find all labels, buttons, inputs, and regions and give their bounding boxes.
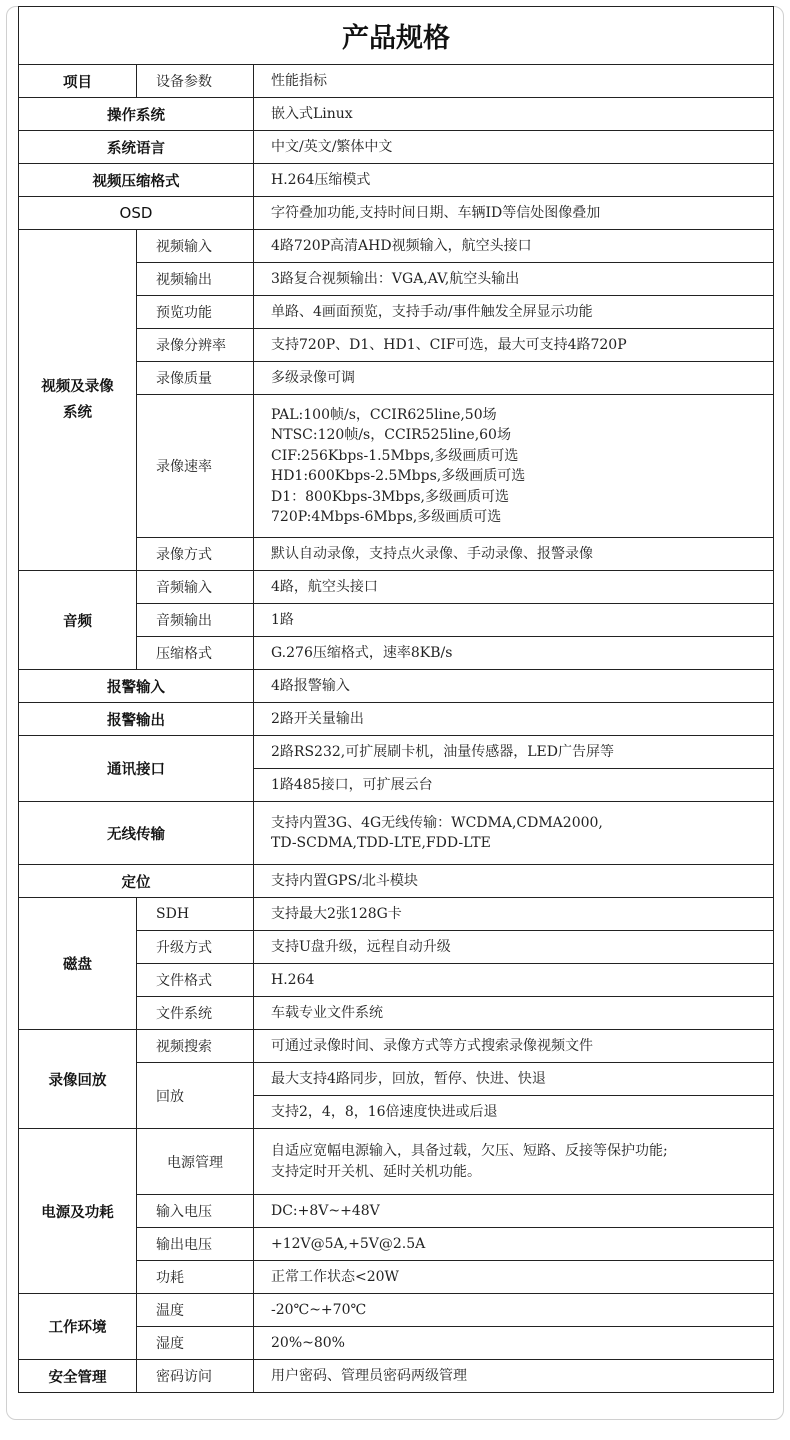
sub-label: 压缩格式 (137, 637, 254, 670)
sub-label: 预览功能 (137, 296, 254, 329)
row-label: 定位 (19, 865, 254, 898)
sub-label: 功耗 (137, 1261, 254, 1294)
table-row (19, 98, 774, 131)
row-value: 3路复合视频输出：VGA,AV,航空头输出 (254, 263, 774, 296)
row-value: 4路报警输入 (254, 670, 774, 703)
row-value: 支持最大2张128G卡 (254, 898, 774, 931)
row-value: 嵌入式Linux (254, 98, 774, 131)
table-row (19, 703, 774, 736)
sub-label: 音频输出 (137, 604, 254, 637)
sub-label: 输入电压 (137, 1195, 254, 1228)
sub-label: 文件格式 (137, 964, 254, 997)
table-row (19, 164, 774, 197)
table-row (19, 1129, 774, 1195)
sub-label: 录像质量 (137, 362, 254, 395)
sub-label: 视频搜索 (137, 1030, 254, 1063)
row-value: 可通过录像时间、录像方式等方式搜索录像视频文件 (254, 1030, 774, 1063)
group-label-audio: 音频 (19, 571, 137, 670)
group-label-disk: 磁盘 (19, 898, 137, 1030)
header-item: 项目 (19, 65, 137, 98)
row-value: G.276压缩格式，速率8KB/s (254, 637, 774, 670)
row-value: 1路485接口，可扩展云台 (254, 769, 774, 802)
table-row (19, 131, 774, 164)
row-label: 报警输出 (19, 703, 254, 736)
row-value: 支持2，4，8，16倍速度快进或后退 (254, 1096, 774, 1129)
row-value: 中文/英文/繁体中文 (254, 131, 774, 164)
sub-label: 录像分辨率 (137, 329, 254, 362)
row-value: 4路720P高清AHD视频输入，航空头接口 (254, 230, 774, 263)
row-value: 正常工作状态<20W (254, 1261, 774, 1294)
table-row (19, 571, 774, 604)
row-value: 20%~80% (254, 1327, 774, 1360)
row-label: 视频压缩格式 (19, 164, 254, 197)
row-value: 最大支持4路同步，回放，暂停、快进、快退 (254, 1063, 774, 1096)
table-row (19, 898, 774, 931)
row-value: DC:+8V~+48V (254, 1195, 774, 1228)
row-label: 系统语言 (19, 131, 254, 164)
row-value: 4路，航空头接口 (254, 571, 774, 604)
row-value: 支持720P、D1、HD1、CIF可选，最大可支持4路720P (254, 329, 774, 362)
table-row (19, 670, 774, 703)
table-row (19, 1294, 774, 1327)
sub-label: 录像速率 (137, 395, 254, 538)
table-row (19, 1030, 774, 1063)
page-title: 产品规格 (19, 7, 774, 65)
group-label-playback: 录像回放 (19, 1030, 137, 1129)
row-value: 多级录像可调 (254, 362, 774, 395)
table-row (19, 197, 774, 230)
row-label: 操作系统 (19, 98, 254, 131)
row-value: 自适应宽幅电源输入，具备过载，欠压、短路、反接等保护功能; 支持定时开关机、延时关机功能。 (254, 1129, 774, 1195)
group-label-video: 视频及录像 系统 (19, 230, 137, 571)
sub-label: 温度 (137, 1294, 254, 1327)
row-label: OSD (19, 197, 254, 230)
spec-table (18, 6, 774, 1393)
sub-label: 电源管理 (137, 1129, 254, 1195)
row-label: 无线传输 (19, 802, 254, 865)
table-row (19, 736, 774, 769)
sub-label: 视频输入 (137, 230, 254, 263)
row-value: -20℃~+70℃ (254, 1294, 774, 1327)
row-value: PAL:100帧/s，CCIR625line,50场 NTSC:120帧/s，CCIR525line,60场 CIF:256Kbps-1.5Mbps,多级画质可选 HD1:600Kbps-2.5Mbps,多级画质可选 D1：800Kbps-3Mbps,多级画质可选 720P:4Mbps-6Mbps,多级画质可选 (254, 395, 774, 538)
sub-label: 升级方式 (137, 931, 254, 964)
row-value: 2路RS232,可扩展刷卡机，油量传感器，LED广告屏等 (254, 736, 774, 769)
sub-label: 视频输出 (137, 263, 254, 296)
group-label-security: 安全管理 (19, 1360, 137, 1393)
header-param: 设备参数 (137, 65, 254, 98)
row-value: +12V@5A,+5V@2.5A (254, 1228, 774, 1261)
row-value: 单路、4画面预览，支持手动/事件触发全屏显示功能 (254, 296, 774, 329)
table-row (19, 865, 774, 898)
sub-label: 湿度 (137, 1327, 254, 1360)
row-value: 支持内置GPS/北斗模块 (254, 865, 774, 898)
row-value: 支持U盘升级，远程自动升级 (254, 931, 774, 964)
header-perf: 性能指标 (254, 65, 774, 98)
row-value: H.264压缩模式 (254, 164, 774, 197)
table-row (19, 802, 774, 865)
header-row (19, 65, 774, 98)
sub-label: SDH (137, 898, 254, 931)
row-value: 1路 (254, 604, 774, 637)
table-row (19, 230, 774, 263)
row-label: 报警输入 (19, 670, 254, 703)
group-label-power: 电源及功耗 (19, 1129, 137, 1294)
row-value: 车载专业文件系统 (254, 997, 774, 1030)
row-value: H.264 (254, 964, 774, 997)
sub-label: 输出电压 (137, 1228, 254, 1261)
group-label-env: 工作环境 (19, 1294, 137, 1360)
group-label-comm: 通讯接口 (19, 736, 254, 802)
row-value: 支持内置3G、4G无线传输：WCDMA,CDMA2000, TD-SCDMA,TDD-LTE,FDD-LTE (254, 802, 774, 865)
sub-label: 回放 (137, 1063, 254, 1129)
sub-label: 文件系统 (137, 997, 254, 1030)
sub-label: 密码访问 (137, 1360, 254, 1393)
sub-label: 音频输入 (137, 571, 254, 604)
sub-label: 录像方式 (137, 538, 254, 571)
row-value: 用户密码、管理员密码两级管理 (254, 1360, 774, 1393)
table-row (19, 1360, 774, 1393)
row-value: 字符叠加功能,支持时间日期、车辆ID等信处图像叠加 (254, 197, 774, 230)
row-value: 2路开关量输出 (254, 703, 774, 736)
row-value: 默认自动录像，支持点火录像、手动录像、报警录像 (254, 538, 774, 571)
